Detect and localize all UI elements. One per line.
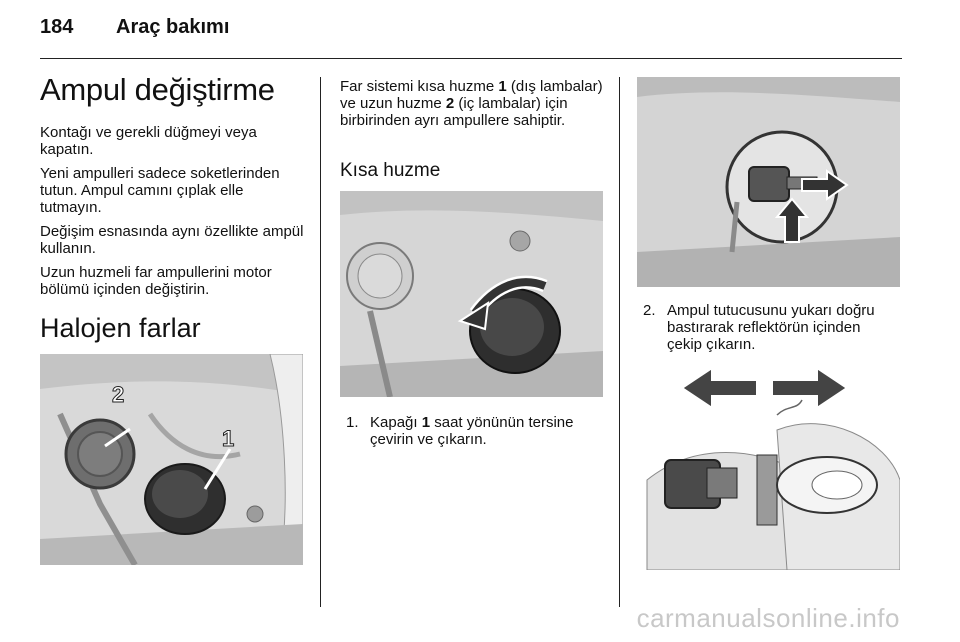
text-span: Kapağı bbox=[370, 414, 422, 431]
text-span: (iç lambalar) için birbirinden ayrı ampullere sahiptir. bbox=[340, 95, 568, 129]
page-heading: Ampul değiştirme bbox=[40, 72, 275, 107]
text-span: Far sistemi kısa huzme bbox=[340, 78, 499, 95]
step-1 bbox=[346, 414, 596, 448]
page-number: 184 bbox=[40, 16, 74, 38]
figure-halogen-headlamp bbox=[40, 354, 303, 565]
bold-ref: 1 bbox=[421, 414, 431, 431]
halogen-heading: Halojen farlar bbox=[40, 313, 201, 343]
figure-bulb-holder bbox=[637, 77, 900, 287]
column-divider-2 bbox=[619, 77, 620, 607]
step-2 bbox=[643, 302, 898, 353]
step-number: 1. bbox=[346, 414, 359, 431]
step-text: Ampul tutucusunu yukarı doğru bastırarak reflektörün içinden çekip çıkarın. bbox=[667, 302, 875, 353]
figure-label-1: 1 bbox=[222, 426, 235, 451]
step-number: 2. bbox=[643, 302, 656, 319]
intro-paragraphs bbox=[40, 124, 305, 305]
text-span: saat yönünün tersine çevirin ve çıkarın. bbox=[370, 414, 574, 448]
header-divider bbox=[40, 58, 902, 59]
bold-ref: 1 bbox=[498, 78, 507, 95]
paragraph: Uzun huzmeli far ampullerini motor bölümü içinden değiştirin. bbox=[40, 264, 272, 298]
step-text bbox=[370, 414, 596, 448]
paragraph: Yeni ampulleri sadece soketlerinden tutun. Ampul camını çıplak elle tutmayın. bbox=[40, 165, 280, 216]
figure-bulb-removal bbox=[637, 360, 900, 570]
paragraph: Değişim esnasında aynı özellikte ampül kullanın. bbox=[40, 223, 304, 257]
paragraph: Kontağı ve gerekli düğmeyi veya kapatın. bbox=[40, 124, 257, 158]
intro-text bbox=[340, 78, 605, 129]
column-divider-1 bbox=[320, 77, 321, 607]
section-title: Araç bakımı bbox=[116, 16, 230, 38]
bold-ref: 2 bbox=[445, 95, 455, 112]
figure-label-2: 2 bbox=[112, 382, 125, 407]
figure-low-beam-cover bbox=[340, 191, 603, 397]
text-span: (dış lambalar) ve uzun huzme bbox=[340, 78, 603, 112]
low-beam-heading: Kısa huzme bbox=[340, 160, 441, 181]
watermark: carmanualsonline.info bbox=[636, 603, 900, 633]
